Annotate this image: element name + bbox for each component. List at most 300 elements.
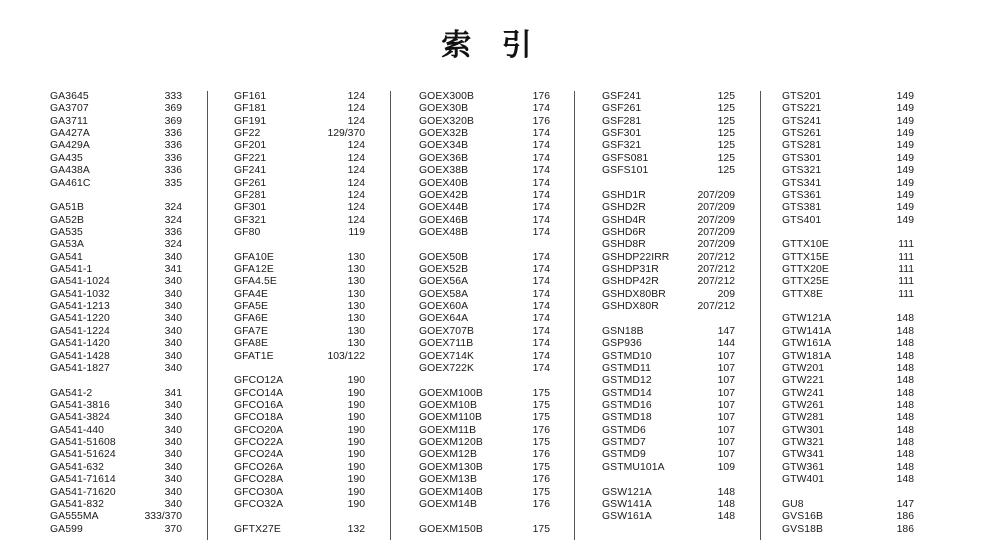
part-number: GSFS081	[602, 152, 649, 164]
part-number: GFCO16A	[234, 399, 284, 411]
page-number: 190	[347, 424, 365, 436]
part-number: GOEX42B	[419, 189, 469, 201]
page-number: 148	[896, 412, 914, 424]
page-number: 333	[164, 91, 182, 102]
index-entry	[419, 91, 550, 103]
part-number: GFCO20A	[234, 424, 284, 436]
page-number: 340	[164, 424, 182, 436]
index-entry	[50, 252, 182, 264]
index-entry	[50, 462, 182, 474]
index-entry	[50, 140, 182, 152]
part-number: GFCO18A	[234, 412, 284, 424]
page-number: 148	[717, 486, 735, 498]
group-gap	[419, 239, 550, 251]
page-number: 124	[347, 202, 365, 214]
page-number: 130	[347, 301, 365, 313]
index-entry	[50, 202, 182, 214]
page-number: 119	[348, 226, 365, 238]
part-number: GA3707	[50, 103, 89, 115]
part-number: GA438A	[50, 165, 90, 177]
part-number: GFCO28A	[234, 474, 284, 486]
page-number: 124	[347, 177, 365, 189]
part-number: GFA7E	[234, 325, 268, 337]
page-number: 340	[164, 251, 182, 263]
index-entry	[602, 190, 735, 202]
index-entry	[234, 252, 365, 264]
index-entry	[234, 289, 365, 301]
index-entry	[602, 252, 735, 264]
index-entry	[50, 400, 182, 412]
part-number: GOEX34B	[419, 140, 469, 152]
page-number: 175	[532, 399, 550, 411]
page-number: 340	[164, 449, 182, 461]
index-entry	[782, 313, 914, 325]
page-number: 340	[164, 338, 182, 350]
index-entry	[602, 276, 735, 288]
index-entry	[602, 301, 735, 313]
index-entry	[234, 91, 365, 103]
index-column-3	[419, 91, 550, 540]
part-number: GF201	[234, 140, 267, 152]
part-number: GA541-1024	[50, 276, 110, 288]
part-number: GOEX30B	[419, 103, 469, 115]
page-number: 103/122	[327, 350, 365, 362]
index-entry	[602, 511, 735, 523]
index-entry	[234, 462, 365, 474]
part-number: GA541-1428	[50, 350, 110, 362]
part-number: GSTMD18	[602, 412, 652, 424]
index-entry	[782, 400, 914, 412]
part-number: GOEX48B	[419, 226, 469, 238]
page-number: 340	[164, 288, 182, 300]
index-entry	[419, 190, 550, 202]
part-number: GTTX25E	[782, 276, 829, 288]
index-entry	[782, 103, 914, 115]
page-number: 148	[896, 399, 914, 411]
index-entry	[234, 215, 365, 227]
page-number: 124	[347, 103, 365, 115]
page-number: 176	[532, 449, 550, 461]
part-number: GA541-3824	[50, 412, 110, 424]
index-entry	[782, 425, 914, 437]
page-number: 149	[896, 140, 914, 152]
index-entry	[782, 215, 914, 227]
page-number: 148	[896, 461, 914, 473]
page-number: 124	[347, 140, 365, 152]
index-entry	[419, 178, 550, 190]
part-number: GFA10E	[234, 251, 274, 263]
page-number: 174	[532, 338, 550, 350]
part-number: GA3645	[50, 91, 89, 102]
index-entry	[234, 388, 365, 400]
page-number: 176	[532, 115, 550, 127]
part-number: GOEX58A	[419, 288, 469, 300]
index-entry	[419, 215, 550, 227]
part-number: GA599	[50, 523, 83, 535]
part-number: GF191	[234, 115, 267, 127]
index-entry	[602, 375, 735, 387]
page-number: 186	[896, 511, 914, 523]
page-number: 107	[717, 399, 735, 411]
part-number: GSHD4R	[602, 214, 646, 226]
index-entry	[602, 202, 735, 214]
index-entry	[50, 239, 182, 251]
index-entry	[602, 351, 735, 363]
page-number: 107	[717, 362, 735, 374]
part-number: GSHDX80BR	[602, 288, 666, 300]
part-number: GFCO22A	[234, 437, 284, 449]
index-entry	[602, 425, 735, 437]
page-number: 175	[532, 437, 550, 449]
page-number: 125	[717, 140, 735, 152]
page-number: 174	[532, 251, 550, 263]
page-number: 207/212	[697, 301, 735, 313]
page-number: 111	[898, 251, 914, 263]
page-title: 索 引	[441, 28, 542, 63]
page-number: 207/209	[697, 189, 735, 201]
page-number: 124	[347, 91, 365, 102]
part-number: GSF321	[602, 140, 642, 152]
index-entry	[602, 388, 735, 400]
part-number: GTS201	[782, 91, 822, 102]
index-entry	[234, 178, 365, 190]
index-entry	[234, 103, 365, 115]
index-entry	[782, 128, 914, 140]
page-number: 174	[532, 177, 550, 189]
part-number: GFCO32A	[234, 498, 284, 510]
page-number: 174	[532, 165, 550, 177]
index-entry	[419, 313, 550, 325]
page-number: 174	[532, 152, 550, 164]
index-entry	[234, 276, 365, 288]
page-number: 125	[717, 115, 735, 127]
index-entry	[419, 227, 550, 239]
page-number: 340	[164, 313, 182, 325]
index-entry	[234, 153, 365, 165]
page-number: 130	[347, 264, 365, 276]
group-gap	[234, 363, 365, 375]
page-number: 111	[898, 264, 914, 276]
part-number: GA541-1220	[50, 313, 110, 325]
group-gap	[419, 375, 550, 387]
page-number: 148	[896, 437, 914, 449]
page-number: 340	[164, 461, 182, 473]
part-number: GOEX300B	[419, 91, 475, 102]
index-entry	[602, 363, 735, 375]
page-number: 190	[347, 486, 365, 498]
page-number: 148	[896, 362, 914, 374]
page-number: 109	[717, 461, 735, 473]
part-number: GA535	[50, 226, 83, 238]
page-number: 340	[164, 399, 182, 411]
page-number: 125	[717, 152, 735, 164]
page-number: 207/212	[697, 276, 735, 288]
part-number: GOEXM10B	[419, 399, 477, 411]
page-number: 175	[532, 387, 550, 399]
part-number: GF241	[234, 165, 267, 177]
part-number: GOEXM110B	[419, 412, 483, 424]
part-number: GA541-51624	[50, 449, 116, 461]
part-number: GOEX64A	[419, 313, 469, 325]
part-number: GOEX40B	[419, 177, 469, 189]
part-number: GTS281	[782, 140, 822, 152]
part-number: GSF301	[602, 128, 642, 140]
index-entry	[50, 153, 182, 165]
index-column-4	[602, 91, 735, 540]
page-number: 130	[347, 276, 365, 288]
group-gap	[419, 511, 550, 523]
index-entry	[419, 276, 550, 288]
page-number: 107	[717, 387, 735, 399]
part-number: GSHD8R	[602, 239, 646, 251]
index-entry	[419, 524, 550, 536]
page-number: 148	[896, 350, 914, 362]
part-number: GSHD1R	[602, 189, 646, 201]
part-number: GTS221	[782, 103, 822, 115]
page-number: 149	[896, 177, 914, 189]
part-number: GSHD6R	[602, 226, 646, 238]
column-divider	[207, 91, 208, 540]
index-entry	[419, 264, 550, 276]
page-number: 340	[164, 486, 182, 498]
group-gap	[782, 301, 914, 313]
page-number: 174	[532, 103, 550, 115]
index-entry	[234, 227, 365, 239]
page-number: 149	[896, 115, 914, 127]
index-entry	[419, 388, 550, 400]
page-number: 190	[347, 375, 365, 387]
index-entry	[782, 264, 914, 276]
page-number: 111	[898, 276, 914, 288]
page-number: 174	[532, 288, 550, 300]
group-gap	[782, 227, 914, 239]
part-number: GOEX50B	[419, 251, 469, 263]
index-entry	[50, 524, 182, 536]
page-number: 107	[717, 424, 735, 436]
page-number: 174	[532, 313, 550, 325]
index-entry	[419, 289, 550, 301]
part-number: GFA12E	[234, 264, 274, 276]
column-divider	[760, 91, 761, 540]
index-entry	[50, 165, 182, 177]
part-number: GTTX8E	[782, 288, 824, 300]
index-entry	[419, 400, 550, 412]
index-entry	[50, 276, 182, 288]
index-entry	[602, 499, 735, 511]
part-number: GOEX320B	[419, 115, 475, 127]
part-number: GSF241	[602, 91, 642, 102]
page-number: 341	[164, 387, 182, 399]
index-entry	[234, 338, 365, 350]
index-entry	[602, 289, 735, 301]
page-number: 107	[717, 449, 735, 461]
page-number: 107	[717, 412, 735, 424]
part-number: GFCO30A	[234, 486, 284, 498]
part-number: GFA5E	[234, 301, 268, 313]
part-number: GTW321	[782, 437, 825, 449]
index-entry	[50, 425, 182, 437]
index-entry	[419, 116, 550, 128]
index-entry	[419, 338, 550, 350]
page-number: 148	[717, 498, 735, 510]
page-number: 190	[347, 437, 365, 449]
part-number: GOEX60A	[419, 301, 469, 313]
part-number: GF22	[234, 128, 261, 140]
index-entry	[602, 140, 735, 152]
part-number: GOEXM130B	[419, 461, 483, 473]
index-entry	[234, 487, 365, 499]
page-number: 186	[896, 523, 914, 535]
index-entry	[602, 487, 735, 499]
part-number: GSFS101	[602, 165, 649, 177]
index-entry	[50, 363, 182, 375]
index-entry	[419, 425, 550, 437]
part-number: GOEX32B	[419, 128, 469, 140]
index-entry	[50, 338, 182, 350]
page-number: 340	[164, 412, 182, 424]
page-number: 174	[532, 362, 550, 374]
page-number: 174	[532, 350, 550, 362]
index-entry	[234, 264, 365, 276]
index-entry	[419, 301, 550, 313]
index-entry	[782, 511, 914, 523]
page-number: 125	[717, 91, 735, 102]
index-entry	[419, 252, 550, 264]
index-entry	[50, 289, 182, 301]
index-entry	[602, 91, 735, 103]
part-number: GF321	[234, 214, 267, 226]
index-entry	[782, 437, 914, 449]
page-number: 147	[896, 498, 914, 510]
part-number: GA541-51608	[50, 437, 116, 449]
part-number: GFCO14A	[234, 387, 284, 399]
page-number: 340	[164, 325, 182, 337]
part-number: GFCO26A	[234, 461, 284, 473]
index-entry	[50, 264, 182, 276]
part-number: GOEXM140B	[419, 486, 483, 498]
page-number: 111	[898, 288, 914, 300]
page-number: 207/209	[697, 226, 735, 238]
group-gap	[234, 511, 365, 523]
part-number: GTTX10E	[782, 239, 829, 251]
index-entry	[782, 388, 914, 400]
index-entry	[782, 326, 914, 338]
part-number: GSF261	[602, 103, 642, 115]
page-number: 190	[347, 461, 365, 473]
index-entry	[419, 412, 550, 424]
page-number: 190	[347, 399, 365, 411]
part-number: GOEX52B	[419, 264, 469, 276]
part-number: GSW161A	[602, 511, 652, 523]
part-number: GOEX44B	[419, 202, 469, 214]
group-gap	[782, 487, 914, 499]
page-number: 333/370	[144, 511, 182, 523]
index-entry	[782, 412, 914, 424]
page-number: 175	[532, 486, 550, 498]
index-column-2	[234, 91, 365, 540]
page-number: 148	[896, 325, 914, 337]
index-entry	[50, 412, 182, 424]
index-entry	[419, 140, 550, 152]
index-entry	[234, 301, 365, 313]
index-entry	[50, 301, 182, 313]
index-entry	[50, 511, 182, 523]
group-gap	[234, 239, 365, 251]
part-number: GOEX707B	[419, 325, 475, 337]
part-number: GOEX36B	[419, 152, 469, 164]
part-number: GA461C	[50, 177, 91, 189]
page-number: 324	[164, 239, 182, 251]
part-number: GU8	[782, 498, 804, 510]
part-number: GSTMD6	[602, 424, 646, 436]
index-entry	[782, 375, 914, 387]
index-entry	[419, 351, 550, 363]
index-entry	[234, 128, 365, 140]
part-number: GA427A	[50, 128, 90, 140]
part-number: GVS18B	[782, 523, 824, 535]
index-entry	[782, 190, 914, 202]
index-entry	[50, 474, 182, 486]
page-number: 132	[347, 523, 365, 535]
part-number: GSW121A	[602, 486, 652, 498]
part-number: GA541-1827	[50, 362, 110, 374]
page-number: 174	[532, 226, 550, 238]
part-number: GSHDX80R	[602, 301, 659, 313]
index-entry	[50, 227, 182, 239]
page-number: 148	[896, 474, 914, 486]
part-number: GTTX15E	[782, 251, 829, 263]
part-number: GTS321	[782, 165, 822, 177]
index-entry	[50, 388, 182, 400]
part-number: GOEXM100B	[419, 387, 483, 399]
index-entry	[602, 128, 735, 140]
index-entry	[602, 215, 735, 227]
part-number: GFCO12A	[234, 375, 284, 387]
index-entry	[419, 128, 550, 140]
index-entry	[50, 116, 182, 128]
part-number: GSHDP31R	[602, 264, 659, 276]
page-number: 129/370	[327, 128, 365, 140]
page-number: 341	[164, 264, 182, 276]
page-number: 176	[532, 424, 550, 436]
page-number: 124	[347, 152, 365, 164]
page-number: 174	[532, 189, 550, 201]
part-number: GA555MA	[50, 511, 99, 523]
part-number: GFA4E	[234, 288, 268, 300]
part-number: GA541	[50, 251, 83, 263]
part-number: GOEX46B	[419, 214, 469, 226]
index-entry	[782, 363, 914, 375]
part-number: GTW241	[782, 387, 825, 399]
index-entry	[234, 375, 365, 387]
index-entry	[419, 449, 550, 461]
index-entry	[602, 103, 735, 115]
part-number: GFA8E	[234, 338, 268, 350]
page-number: 340	[164, 362, 182, 374]
part-number: GSTMD14	[602, 387, 652, 399]
index-entry	[234, 326, 365, 338]
index-entry	[50, 449, 182, 461]
group-gap	[602, 178, 735, 190]
index-entry	[234, 449, 365, 461]
part-number: GTS401	[782, 214, 822, 226]
index-entry	[234, 313, 365, 325]
part-number: GTW121A	[782, 313, 832, 325]
part-number: GSTMD7	[602, 437, 646, 449]
page-number: 148	[896, 424, 914, 436]
page-number: 111	[898, 239, 914, 251]
index-entry	[782, 276, 914, 288]
